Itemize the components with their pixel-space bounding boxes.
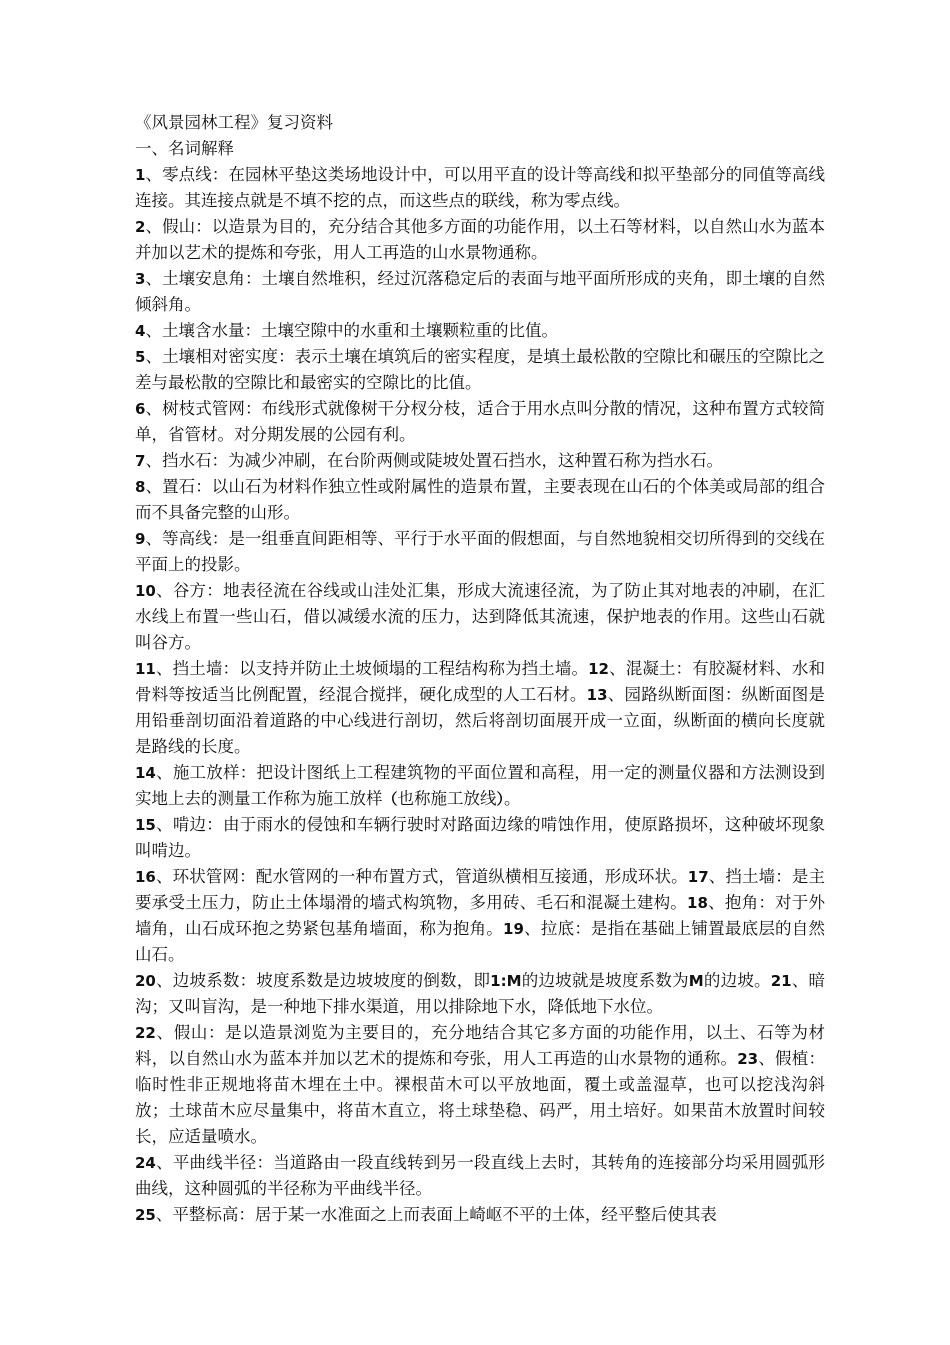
entry-number: M — [688, 972, 704, 990]
definition-entry — [135, 396, 825, 448]
definition-entry — [135, 266, 825, 318]
entry-number: 20 — [135, 972, 156, 990]
definition-entry — [135, 578, 825, 656]
entry-number: 1:M — [490, 972, 522, 990]
entry-number: 5 — [135, 348, 146, 366]
definition-entry — [135, 344, 825, 396]
entry-number: 3 — [135, 270, 146, 288]
entry-text: 的边坡。 — [703, 971, 771, 990]
definition-entry — [135, 162, 825, 214]
definition-entry — [135, 448, 825, 474]
entry-number: 4 — [135, 322, 146, 340]
definition-entry — [135, 214, 825, 266]
entry-number: 1 — [135, 166, 146, 184]
definition-entry — [135, 474, 825, 526]
definition-entry — [135, 1202, 825, 1228]
entry-text: 、土壤相对密实度：表示土壤在填筑后的密实程度，是填土最松散的空隙比和碾压的空隙比之差与最松散的空隙比和最密实的空隙比的比值。 — [135, 347, 825, 392]
entry-text: 、暗沟；又叫盲沟，是一种地下排水渠道，用以排除地下水，降低地下水位。 — [135, 971, 826, 1016]
entry-text: 、零点线：在园林平垫这类场地设计中，可以用平直的设计等高线和拟平垫部分的同值等高线连接。其连接点就是不填不挖的点，而这些点的联线，称为零点线。 — [135, 165, 825, 210]
entry-text: 、抱角：对于外墙角，山石成环抱之势紧包基角墙面，称为抱角。 — [135, 893, 826, 938]
entry-number: 7 — [135, 452, 146, 470]
definition-entry — [135, 318, 825, 344]
entry-number: 8 — [135, 478, 146, 496]
entry-text: 、环状管网：配水管网的一种布置方式，管道纵横相互接通，形成环状。 — [155, 867, 688, 886]
entry-text: 、挡土墙：是主要承受土压力，防止土体塌滑的墙式构筑物，多用砖、毛石和混凝土建构。 — [135, 867, 826, 912]
entry-number: 2 — [135, 218, 146, 236]
entry-text: 、施工放样：把设计图纸上工程建筑物的平面位置和高程，用一定的测量仪器和方法测设到实地上去的测量工作称为施工放样 — [135, 763, 825, 808]
entry-text: 、土壤含水量：土壤空隙中的水重和土壤颗粒重的比值。 — [145, 321, 558, 340]
entry-number: 13 — [586, 686, 608, 704]
entry-text: 。 — [504, 789, 521, 808]
entry-text: 、挡水石：为减少冲刷，在台阶两侧或陡坡处置石挡水，这种置石称为挡水石。 — [145, 451, 723, 470]
entry-text: 、拉底：是指在基础上铺置最底层的自然山石。 — [135, 919, 826, 964]
definition-entry — [135, 968, 825, 1020]
entry-number: 18 — [687, 894, 708, 912]
definition-entry — [135, 526, 825, 578]
entry-number: 14 — [135, 764, 156, 782]
definition-entry — [135, 760, 825, 812]
entry-text: 的边坡就是坡度系数为 — [521, 971, 689, 990]
entry-text: 、假山：是以造景浏览为主要目的，充分地结合其它多方面的功能作用，以土、石等为材料，以自然山水为蓝本并加以艺术的提炼和夸张，用人工再造的山水景物的通称。 — [135, 1023, 825, 1068]
entry-number: 19 — [503, 920, 524, 938]
entry-number: 11 — [135, 660, 156, 678]
entry-text: 、土壤安息角：土壤自然堆积，经过沉落稳定后的表面与地平面所形成的夹角，即土壤的自然倾斜角。 — [135, 269, 825, 314]
entry-text: 、平整标高：居于某一水准面之上而表面上崎岖不平的土体，经平整后使其表 — [155, 1205, 717, 1224]
entry-text: 、挡土墙：以支持并防止土坡倾塌的工程结构称为挡土墙。 — [155, 659, 589, 678]
entry-number: 15 — [135, 816, 156, 834]
entry-number: 17 — [687, 868, 709, 886]
definition-entry — [135, 656, 825, 760]
definition-entry — [135, 1150, 825, 1202]
entry-text: 、置石：以山石为材料作独立性或附属性的造景布置，主要表现在山石的个体美或局部的组合而不具备完整的山形。 — [135, 477, 825, 522]
entry-text: 、园路纵断面图：纵断面图是用铅垂剖切面沿着道路的中心线进行剖切，然后将剖切面展开成一立面，纵断面的横向长度就是路线的长度。 — [135, 685, 826, 756]
entry-number: 6 — [135, 400, 146, 418]
entry-text: 也称施工放线 — [397, 789, 497, 808]
entry-number: ） — [496, 790, 505, 808]
entry-text: 、假山：以造景为目的，充分结合其他多方面的功能作用，以土石等材料，以自然山水为蓝本并加以艺术的提炼和夸张，用人工再造的山水景物通称。 — [135, 217, 825, 262]
entry-number: 9 — [135, 530, 146, 548]
definition-entry — [135, 1020, 825, 1150]
section-heading: 一、名词解释 — [135, 139, 234, 158]
entry-number: 22 — [135, 1024, 156, 1042]
document-page — [135, 110, 825, 1228]
entry-text: 、树枝式管网：布线形式就像树干分杈分枝，适合于用水点叫分散的情况，这种布置方式较简单，省管材。对分期发展的公园有利。 — [135, 399, 825, 444]
entry-number: 12 — [588, 660, 609, 678]
definition-entry — [135, 812, 825, 864]
entry-number: 21 — [770, 972, 792, 990]
document-title: 《风景园林工程》复习资料 — [135, 113, 333, 132]
entry-number: 25 — [135, 1206, 156, 1224]
entry-number: 24 — [135, 1154, 156, 1172]
entry-number: 16 — [135, 868, 156, 886]
entry-text: 、啃边：由于雨水的侵蚀和车辆行驶时对路面边缘的啃蚀作用，使原路损坏，这种破坏现象叫啃边。 — [135, 815, 825, 860]
entry-text: 、等高线：是一组垂直间距相等、平行于水平面的假想面，与自然地貌相交切所得到的交线在平面上的投影。 — [135, 529, 825, 574]
definition-list — [135, 162, 825, 1228]
entry-text: 、边坡系数：坡度系数是边坡坡度的倒数，即 — [155, 971, 491, 990]
definition-entry — [135, 864, 825, 968]
entry-number: 10 — [135, 582, 156, 600]
entry-text: 、谷方：地表径流在谷线或山洼处汇集，形成大流速径流，为了防止其对地表的冲刷，在汇水线上布置一些山石，借以减缓水流的压力，达到降低其流速，保护地表的作用。这些山石就叫谷方。 — [135, 581, 825, 652]
entry-text: 、混凝土：有胶凝材料、水和骨料等按适当比例配置，经混合搅拌，硬化成型的人工石材。 — [135, 659, 826, 704]
entry-text: 、平曲线半径：当道路由一段直线转到另一段直线上去时，其转角的连接部分均采用圆弧形曲线，这种圆弧的半径称为平曲线半径。 — [135, 1153, 825, 1198]
entry-number: （ — [382, 790, 398, 808]
entry-number: 23 — [737, 1050, 759, 1068]
entry-text: 、假植：临时性非正规地将苗木埋在土中。裸根苗木可以平放地面，覆土或盖湿草，也可以挖浅沟斜放；土球苗木应尽量集中，将苗木直立，将土球垫稳、码严，用土培好。如果苗木放置时间较长，应适量喷水。 — [135, 1049, 826, 1146]
